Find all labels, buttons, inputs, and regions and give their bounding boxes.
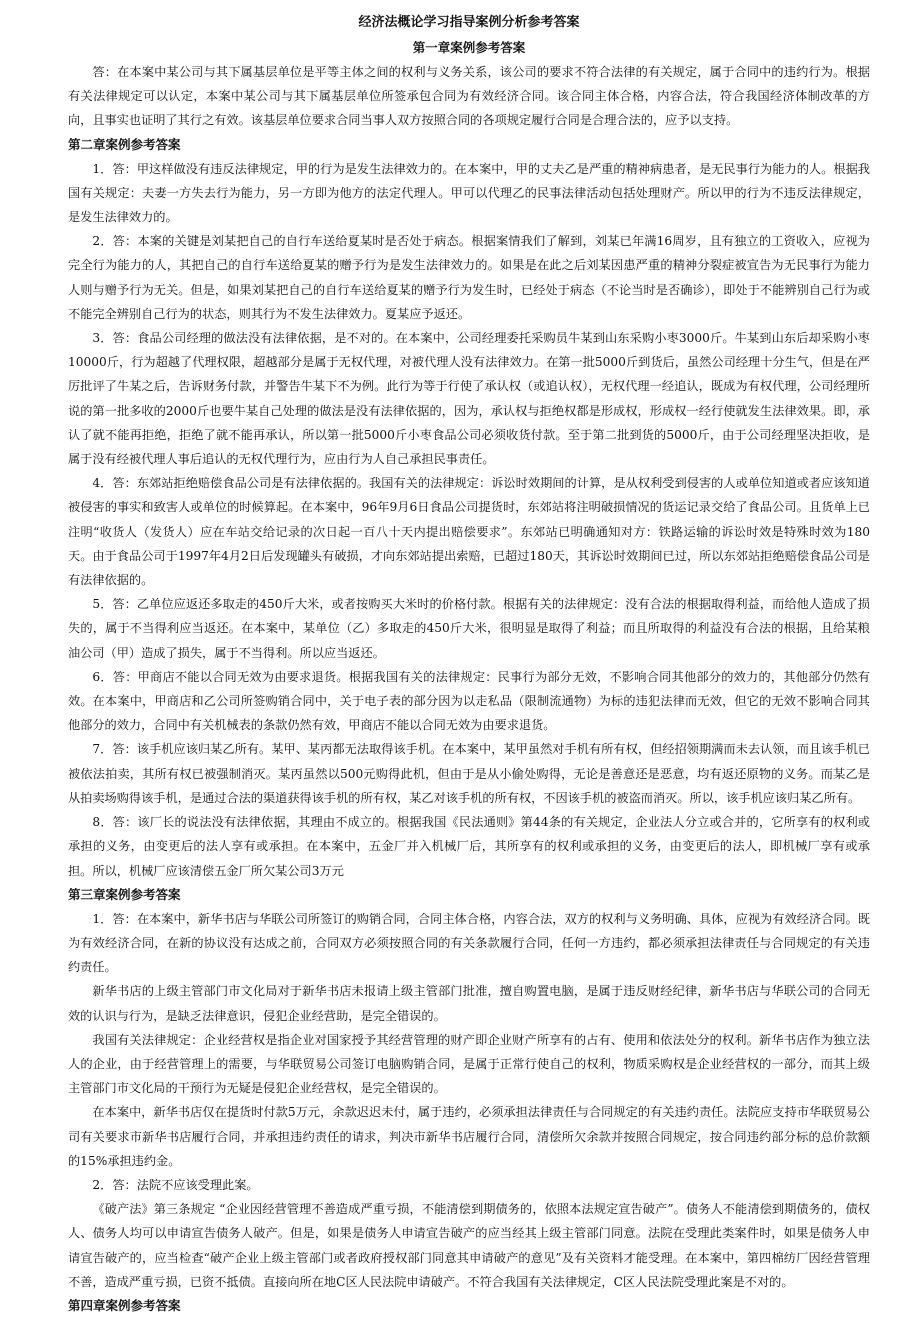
chapter-1-paragraph: 答：在本案中某公司与其下属基层单位是平等主体之间的权利与义务关系，该公司的要求不符合法律的有关规定，属于合同中的违约行为。根据有关法律规定可以认定，本案中某公司与其下属基层单位所签承包合同为有效经济合同。该合同主体合格，内容合法，符合我国经济体制改革的方向，且事实也证明了其行之有效。该基层单位要求合同当事人双方按照合同的各项规定履行合同是合理合法的，应予以支持。: [68, 65, 870, 128]
chapter-2-heading: 第二章案例参考答案: [68, 136, 181, 152]
chapter-3-paragraph: 我国有关法律规定：企业经营权是指企业对国家授予其经营管理的财产即企业财产所享有的占有、使用和依法处分的权利。新华书店作为独立法人的企业，由于经营管理上的需要，与华联贸易公司签订电脑购销合同，是属于正常行使自己的权利，物质采购权是企业经营权的一部分，而其上级主管部门市文化局的干预行为无疑是侵犯企业经营权，是完全错误的。: [68, 1032, 870, 1096]
chapter-3-heading: 第三章案例参考答案: [68, 886, 181, 902]
chapter-3-paragraph: 《破产法》第三条规定 “企业因经营管理不善造成严重亏损，不能清偿到期债务的，依照本法规定宣告破产”。债务人不能清偿到期债务的，债权人、债务人均可以申请宣告债务人破产。但是，如果是债务人申请宣告破产的应当经其上级主管部门同意。法院在受理此类案件时，如果是债务人申请宣告破产的，应当检查“破产企业上级主管部门或者政府授权部门同意其申请破产的意见”及有关资料才能受理。在本案中，第四棉纺厂因经营管理不善，造成严重亏损，已资不抵债。直接向所在地C区人民法院申请破产。不符合我国有关法律规定，C区人民法院受理此案是不对的。: [68, 1202, 870, 1289]
document-title: 经济法概论学习指导案例分析参考答案: [358, 15, 580, 30]
chapter-2-answer-4: 4．答：东郊站拒绝赔偿食品公司是有法律依据的。我国有关的法律规定：诉讼时效期间的计算，是从权利受到侵害的人或单位知道或者应该知道被侵害的事实和致害人或单位的时候算起。在本案中，96年9月6日食品公司提货时，东郊站将注明破损情况的货运记录交给了食品公司。且货单上已注明“收货人（发货人）应在车站交给记录的次日起一百八十天内提出赔偿要求”。东郊站已明确通知对方：铁路运输的诉讼时效是特殊时效为180天。由于食品公司于1997年4月2日后发现罐头有破损，才向东郊站提出索赔，已超过180天，其诉讼时效期间已过，所以东郊站拒绝赔偿食品公司是有法律依据的。: [68, 476, 870, 588]
chapter-2-answer-8: 8．答：该厂长的说法没有法律依据，其理由不成立的。根据我国《民法通则》第44条的有关规定，企业法人分立或合并的，它所享有的权利或承担的义务，由变更后的法人享有或承担。在本案中，五金厂并入机械厂后，其所享有的权利或承担的义务，由变更后的法人，即机械厂享有或承担。所以，机械厂应该清偿五金厂所欠某公司3万元: [68, 815, 870, 878]
chapter-2-answer-6: 6．答：甲商店不能以合同无效为由要求退货。根据我国有关的法律规定：民事行为部分无效，不影响合同其他部分的效力的，其他部分仍然有效。在本案中，甲商店和乙公司所签购销合同中，关于电子表的部分因为以走私品（限制流通物）为标的违犯法律而无效，但它的无效不影响合同其他部分的效力，合同中有关机械表的条款仍然有效，甲商店不能以合同无效为由要求退货。: [68, 669, 870, 733]
chapter-1-heading: 第一章案例参考答案: [412, 40, 526, 55]
chapter-3-answer-1: 1．答：在本案中，新华书店与华联公司所签订的购销合同，合同主体合格，内容合法，双方的权利与义务明确、具体，应视为有效经济合同。既为有效经济合同，在新的协议没有达成之前，合同双方必须按照合同的有关条款履行合同，任何一方违约，都必须承担法律责任与合同规定的有关违约责任。: [68, 911, 870, 975]
chapter-3-paragraph: 新华书店的上级主管部门市文化局对于新华书店未报请上级主管部门批准，擅自购置电脑，是属于违反财经纪律，新华书店与华联公司的合同无效的认识与行为，是缺乏法律意识，侵犯企业经营助，是完全错误的。: [68, 984, 870, 1023]
chapter-4-heading: 第四章案例参考答案: [68, 1297, 181, 1313]
chapter-2-answer-2: 2．答：本案的关键是刘某把自己的自行车送给夏某时是否处于病态。根据案情我们了解到，刘某已年满16周岁，且有独立的工资收入，应视为完全行为能力的人，其把自己的自行车送给夏某的赠予行为是发生法律效力的。如果是在此之后刘某因患严重的精神分裂症被宣告为无民事行为能力人则与赠予行为无关。但是，如果刘某把自己的自行车送给夏某的赠予行为发生时，已经处于病态（不论当时是否确诊），即处于不能辨别自己行为或不能完全辨别自己行为的状态，则其行为不发生法律效力。夏某应予返还。: [68, 234, 870, 321]
chapter-2-answer-3: 3．答：食品公司经理的做法没有法律依据，是不对的。在本案中，公司经理委托采购员牛某到山东采购小枣3000斤。牛某到山东后却采购小枣10000斤，行为超越了代理权限，超越部分是属于无权代理，对被代理人没有法律效力。在第一批5000斤到货后，虽然公司经理十分生气，但是在严厉批评了牛某之后，告诉财务付款，并警告牛某下不为例。此行为等于行使了承认权（或追认权），无权代理一经追认，既成为有权代理，公司经理所说的第一批多收的2000斤也要牛某自己处理的做法是没有法律依据的，因为，承认权与拒绝权都是形成权，形成权一经行使就发生法律效果。即，承认了就不能再拒绝，拒绝了就不能再承认，所以第一批5000斤小枣食品公司必须收货付款。至于第二批到货的5000斤，由于公司经理坚决拒收，是属于没有经被代理人事后追认的无权代理行为，应由行为人自己承担民事责任。: [68, 331, 870, 467]
chapter-2-answer-1: 1．答：甲这样做没有违反法律规定，甲的行为是发生法律效力的。在本案中，甲的丈夫乙是严重的精神病患者，是无民事行为能力的人。根据我国有关规定：夫妻一方失去行为能力，另一方即为他方的法定代理人。甲可以代理乙的民事法律活动包括处理财产。所以甲的行为不违反法律规定，是发生法律效力的。: [68, 161, 870, 225]
chapter-2-answer-5: 5．答：乙单位应返还多取走的450斤大米，或者按购买大米时的价格付款。根据有关的法律规定：没有合法的根据取得利益，而给他人造成了损失的，属于不当得利应当返还。在本案中，某单位（乙）多取走的450斤大米，很明显是取得了利益；而且所取得的利益没有合法的根据，且给某粮油公司（甲）造成了损失，属于不当得利。所以应当返还。: [68, 597, 870, 660]
chapter-2-answer-7: 7．答：该手机应该归某乙所有。某甲、某丙都无法取得该手机。在本案中，某甲虽然对手机有所有权，但经招领期满而未去认领，而且该手机已被依法拍卖，其所有权已被强制消灭。某丙虽然以500元购得此机，但由于是从小偷处购得，无论是善意还是恶意，均有返还原物的义务。而某乙是从拍卖场购得该手机，是通过合法的渠道获得该手机的所有权，某乙对该手机的所有权，不因该手机的被盗而消灭。所以，该手机应该归某乙所有。: [68, 742, 870, 805]
chapter-3-answer-2: 2．答：法院不应该受理此案。: [92, 1177, 259, 1192]
chapter-3-paragraph: 在本案中，新华书店仅在提货时付款5万元，余款迟迟未付，属于违约，必须承担法律责任与合同规定的有关违约责任。法院应支持市华联贸易公司有关要求市新华书店履行合同，并承担违约责任的请求，判决市新华书店履行合同，清偿所欠余款并按照合同规定，按合同违约部分标的总价款额的15%承担违约金。: [68, 1105, 870, 1168]
